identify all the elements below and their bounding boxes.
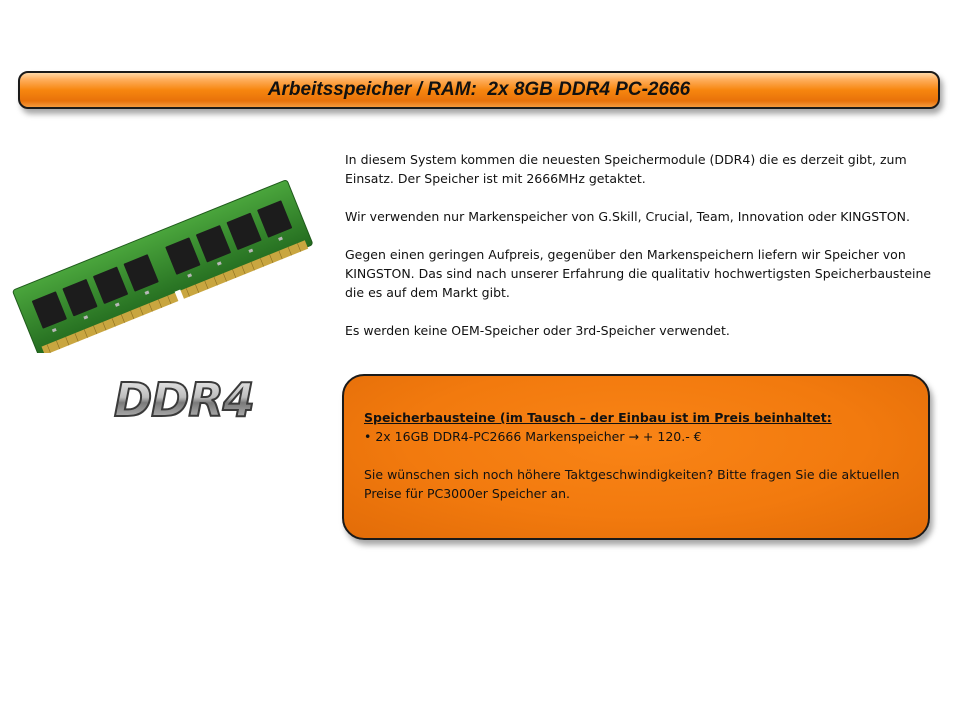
callout-bullet: • 2x 16GB DDR4-PC2666 Markenspeicher → + 120.- € [364, 427, 908, 446]
callout-heading: Speicherbausteine (im Tausch – der Einbau ist im Preis beinhaltet: [364, 410, 832, 425]
ram-module-image [6, 178, 316, 353]
callout-note: Sie wünschen sich noch höhere Taktgeschwindigkeiten? Bitte fragen Sie die aktuellen Preise für PC3000er Speicher an. [364, 467, 900, 501]
paragraph-kingston: Gegen einen geringen Aufpreis, gegenüber den Markenspeichern liefern wir Speicher von KINGSTON. Das sind nach unserer Erfahrung die qualitativ hochwertigsten Speicherbausteine die es auf dem Markt gibt. [345, 247, 932, 300]
page-title-bar [18, 71, 940, 109]
paragraph-oem: Es werden keine OEM-Speicher oder 3rd-Speicher verwendet. [345, 323, 730, 338]
description-text [345, 150, 945, 359]
ddr4-logo [106, 366, 306, 428]
paragraph-intro: In diesem System kommen die neuesten Speichermodule (DDR4) die es derzeit gibt, zum Einsatz. Der Speicher ist mit 2666MHz getaktet. [345, 152, 907, 186]
upgrade-callout [342, 374, 930, 540]
page-title: Arbeitsspeicher / RAM: 2x 8GB DDR4 PC-2666 [267, 79, 691, 100]
ddr4-logo-text: DDR4 [114, 373, 254, 427]
paragraph-brands: Wir verwenden nur Markenspeicher von G.Skill, Crucial, Team, Innovation oder KINGSTON. [345, 209, 910, 224]
